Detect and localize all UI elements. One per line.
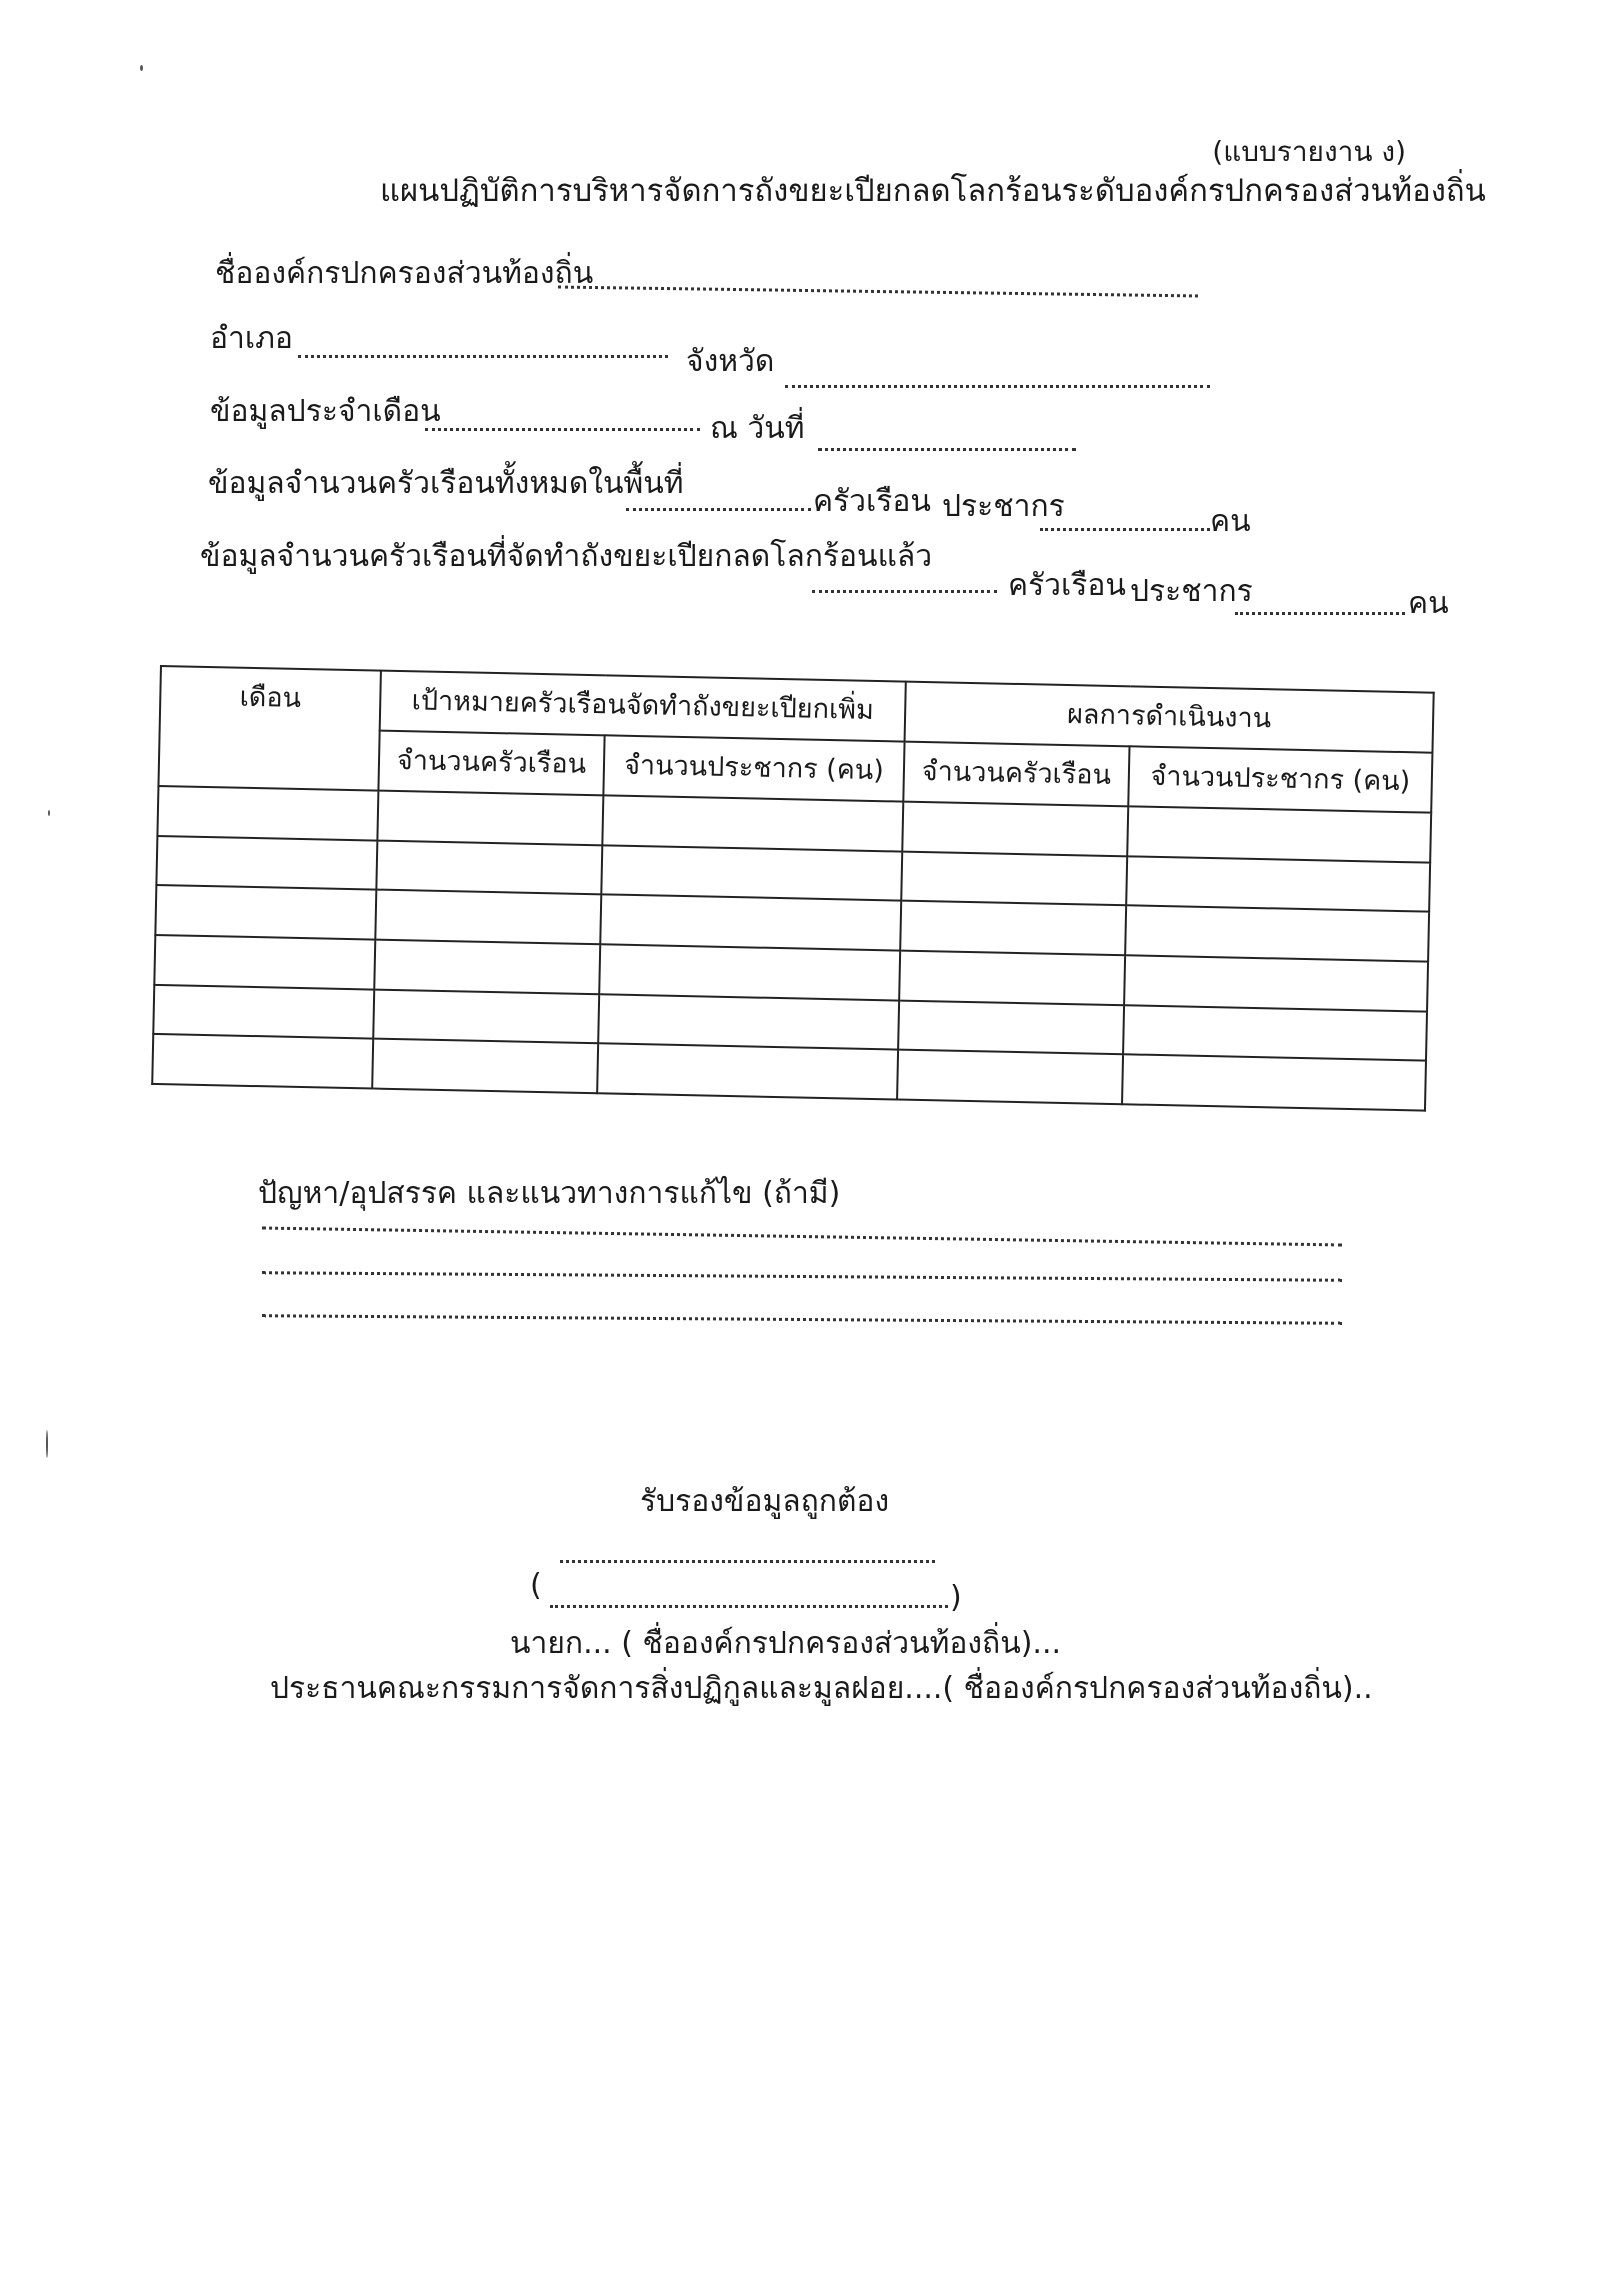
table-cell[interactable] [373, 989, 599, 1043]
table-cell[interactable] [156, 836, 377, 890]
bins-population-field[interactable] [1235, 612, 1405, 615]
org-name-label: ชื่อองค์กรปกครองส่วนท้องถิ่น [215, 256, 594, 291]
target-header: เป้าหมายครัวเรือนจัดทำถังขยะเปียกเพิ่ม [380, 671, 906, 742]
result-header: ผลการดำเนินงาน [905, 682, 1434, 753]
month-header: เดือน [158, 666, 380, 791]
target-population-col: จำนวนประชากร (คน) [603, 735, 904, 801]
table-cell[interactable] [372, 1039, 598, 1093]
month-label: ข้อมูลประจำเดือน [210, 394, 441, 429]
document-title: แผนปฏิบัติการบริหารจัดการถังขยะเปียกลดโลกร้อนระดับองค์กรปกครองส่วนท้องถิ่น [380, 173, 1486, 209]
table-cell[interactable] [902, 802, 1128, 856]
table-cell[interactable] [154, 935, 375, 989]
table-cell[interactable] [1123, 1005, 1427, 1061]
problems-line-3[interactable] [262, 1314, 1342, 1325]
month-field[interactable] [425, 428, 700, 431]
table-cell[interactable] [600, 895, 901, 951]
scan-speck [46, 1430, 48, 1458]
table-cell[interactable] [377, 791, 603, 845]
target-households-col: จำนวนครัวเรือน [378, 731, 604, 796]
scan-speck [140, 65, 143, 71]
table-cell[interactable] [374, 940, 600, 994]
certify-label: รับรองข้อมูลถูกต้อง [640, 1484, 890, 1519]
table-cell[interactable] [153, 985, 374, 1039]
bins-population-label: ประชากร [1130, 574, 1253, 609]
problems-line-2[interactable] [262, 1271, 1342, 1282]
date-field[interactable] [818, 448, 1076, 451]
table-cell[interactable] [897, 1050, 1123, 1104]
people-unit: คน [1210, 504, 1251, 539]
total-population-field[interactable] [1040, 528, 1210, 531]
table-cell[interactable] [602, 795, 903, 851]
table-cell[interactable] [152, 1034, 373, 1088]
problems-line-1[interactable] [262, 1227, 1342, 1247]
signature-line[interactable] [560, 1560, 935, 1563]
table-cell[interactable] [597, 1044, 898, 1100]
table-cell[interactable] [376, 840, 602, 894]
bins-households-label: ข้อมูลจำนวนครัวเรือนที่จัดทำถังขยะเปียกลดโลกร้อนแล้ว [200, 539, 933, 574]
table-cell[interactable] [1124, 955, 1428, 1011]
table-cell[interactable] [1122, 1055, 1426, 1111]
date-label: ณ วันที่ [710, 411, 805, 446]
province-field[interactable] [785, 385, 1210, 388]
table-cell[interactable] [598, 994, 899, 1050]
table-cell[interactable] [1126, 856, 1430, 912]
district-field[interactable] [298, 355, 668, 358]
org-name-field[interactable] [558, 286, 1198, 298]
report-table [151, 665, 1435, 1112]
paren-open: ( [530, 1568, 542, 1603]
problems-label: ปัญหา/อุปสรรค และแนวทางการแก้ไข (ถ้ามี) [258, 1176, 841, 1211]
mayor-line: นายก... ( ชื่อองค์กรปกครองส่วนท้องถิ่น)... [510, 1626, 1062, 1661]
chair-line: ประธานคณะกรรมการจัดการสิ่งปฏิกูลและมูลฝอย....( ชื่อองค์กรปกครองส่วนท้องถิ่น).. [270, 1671, 1373, 1706]
printed-name-field[interactable] [550, 1605, 948, 1608]
bins-people-unit: คน [1408, 586, 1449, 621]
total-households-field[interactable] [626, 508, 811, 511]
table-cell[interactable] [599, 944, 900, 1000]
form-code: (แบบรายงาน ง) [1212, 135, 1406, 168]
province-label: จังหวัด [686, 344, 775, 379]
table-cell[interactable] [155, 885, 376, 939]
bins-households-unit: ครัวเรือน [1008, 568, 1126, 603]
table-cell[interactable] [601, 845, 902, 901]
households-unit: ครัวเรือน [813, 484, 931, 519]
table-cell[interactable] [1127, 806, 1431, 862]
scan-speck [48, 810, 50, 816]
table-cell[interactable] [899, 951, 1125, 1005]
table-cell[interactable] [900, 901, 1126, 955]
table-cell[interactable] [375, 890, 601, 944]
table-cell[interactable] [898, 1000, 1124, 1054]
table-cell[interactable] [901, 851, 1127, 905]
population-label: ประชากร [942, 489, 1065, 524]
district-label: อำเภอ [210, 321, 293, 356]
table-cell[interactable] [157, 786, 378, 840]
result-population-col: จำนวนประชากร (คน) [1128, 746, 1432, 812]
paren-close: ) [950, 1580, 962, 1615]
total-households-label: ข้อมูลจำนวนครัวเรือนทั้งหมดในพื้นที่ [208, 466, 684, 501]
result-households-col: จำนวนครัวเรือน [903, 742, 1129, 807]
table-cell[interactable] [1125, 906, 1429, 962]
bins-households-field[interactable] [812, 590, 997, 593]
